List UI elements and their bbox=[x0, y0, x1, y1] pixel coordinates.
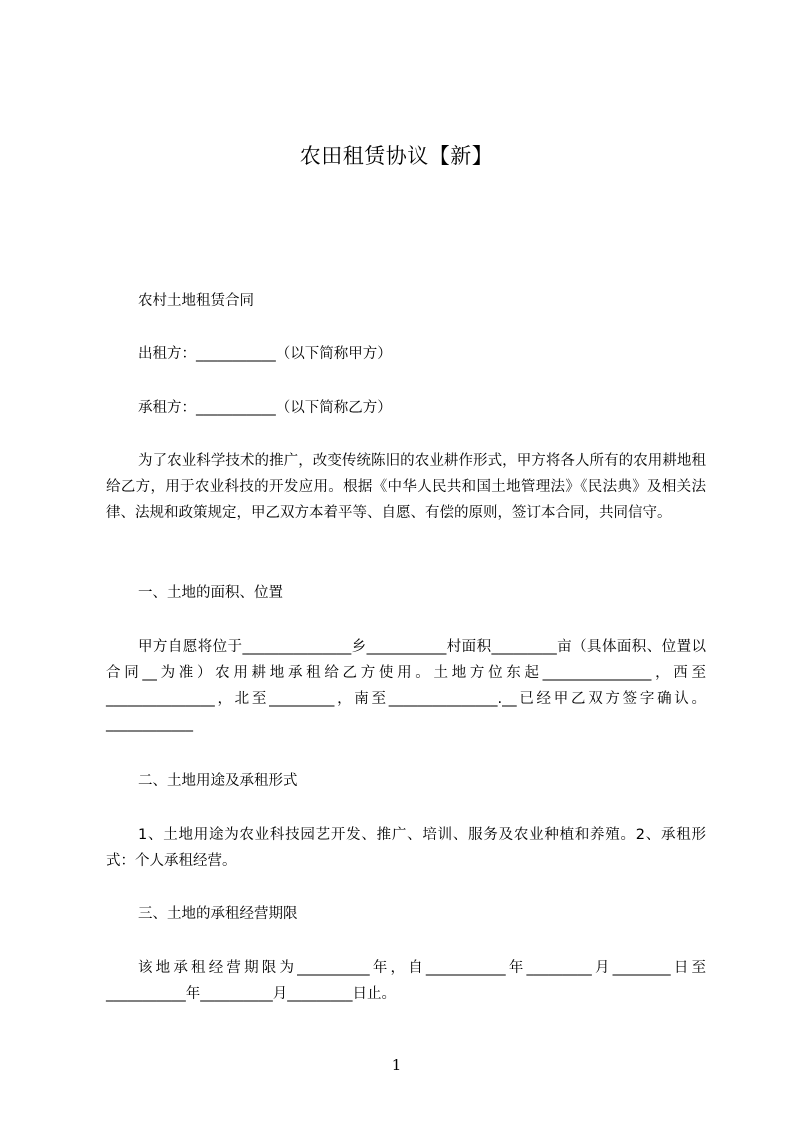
section-heading-area-location: 一、土地的面积、位置 bbox=[138, 585, 283, 601]
contract-subtitle: 农村土地租赁合同 bbox=[138, 293, 254, 309]
lessee-line: 承租方：___________（以下简称乙方） bbox=[138, 400, 392, 416]
lessor-line: 出租方：___________（以下简称甲方） bbox=[138, 346, 392, 362]
section-body-lease-term: 该地承租经营期限为__________年，自___________年_________月________日至___________年__________月_________日止。 bbox=[106, 960, 706, 1002]
intro-paragraph: 为了农业科学技术的推广，改变传统陈旧的农业耕作形式，甲方将各人所有的农用耕地租给乙方，用于农业科技的开发应用。根据《中华人民共和国土地管理法》《民法典》及相关法律、法规和政策规定，甲乙双方本着平等、自愿、有偿的原则，签订本合同，共同信守。 bbox=[106, 453, 706, 521]
section-heading-lease-term: 三、土地的承租经营期限 bbox=[138, 906, 298, 922]
section-body-area-location: 甲方自愿将位于_______________乡___________村面积_________亩（具体面积、位置以合同__为准）农用耕地承租给乙方使用。土地方位东起_______________，西至_______________，北至_________，南至_______________.__已经甲乙双方签字确认。____________ bbox=[106, 639, 706, 733]
page-number: 1 bbox=[391, 1056, 402, 1074]
section-heading-usage-form: 二、土地用途及承租形式 bbox=[138, 773, 298, 789]
document-title: 农田租赁协议【新】 bbox=[299, 144, 494, 168]
section-body-usage-form: 1、土地用途为农业科技园艺开发、推广、培训、服务及农业种植和养殖。2、承租形式：个人承租经营。 bbox=[106, 827, 706, 869]
